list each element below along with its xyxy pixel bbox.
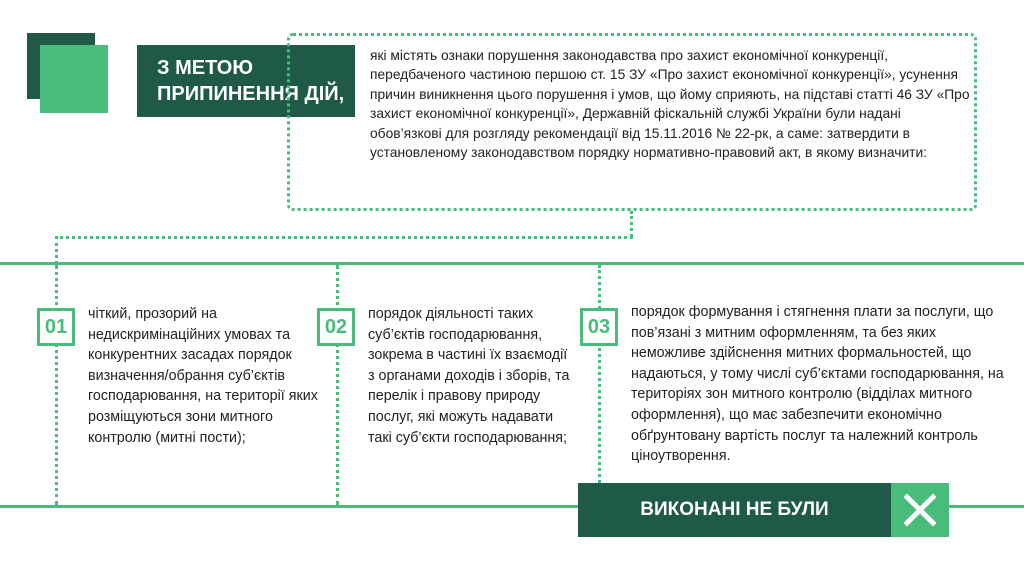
item-3-text: порядок формування і стягнення плати за послуги, що пов’язані з митним оформленням, та без яких неможливе здійснення митних формальностей, що надаються, у тому числі суб’єктами господарювання, на територіях зон митного контролю (відділах митного оформлення), що має забезпечити економічно обґрунтовану вартість послуг та належний контроль ціноутворення. bbox=[631, 304, 1004, 465]
item-2-text: порядок діяльності таких суб’єктів господарювання, зокрема в частині їх взаємодії з органами доходів і зборів, та перелік і правову природу послуг, які можуть надавати такі суб’єкти господарювання; bbox=[368, 306, 570, 446]
result-icon-box bbox=[891, 483, 949, 537]
intro-text: які містять ознаки порушення законодавства про захист економічної конкуренції, передбаченого частиною першою ст. 15 ЗУ «Про захист економічної конкуренції», усунення причин виникнення цього порушення і умов, що йому сприяють, на підставі статті 46 ЗУ «Про захист економічної конкуренції», Державній фіскальній службі України були надані обов’язкові для розгляду рекомендації від 15.11.2016 № 22-рк, а саме: затвердити в установленому законодавством порядку нормативно-правовий акт, в якому визначити: bbox=[370, 48, 970, 161]
result-banner: ВИКОНАНІ НЕ БУЛИ bbox=[578, 483, 891, 537]
item-1-text: чіткий, прозорий на недискримінаційних умовах та конкурентних засадах порядок визначення/обрання суб’єктів господарювання, на території яких розміщуються зони митного контролю (митні пости); bbox=[88, 306, 318, 446]
heading-line-2: ПРИПИНЕННЯ ДІЙ, bbox=[157, 83, 345, 105]
cross-icon bbox=[903, 493, 937, 527]
item-2-number: 02 bbox=[317, 308, 355, 346]
connector-vertical bbox=[630, 211, 633, 237]
connector-horizontal bbox=[55, 236, 633, 239]
connector-drop bbox=[55, 236, 58, 264]
heading-line-1: З МЕТОЮ bbox=[157, 57, 253, 79]
item-2-dotted-line bbox=[336, 265, 339, 505]
item-3-number: 03 bbox=[580, 308, 618, 346]
item-3-dotted-line bbox=[598, 265, 601, 483]
timeline-line-top bbox=[0, 262, 1024, 265]
item-1-dotted-line bbox=[55, 265, 58, 505]
decorative-square-light bbox=[40, 45, 108, 113]
item-1-number: 01 bbox=[37, 308, 75, 346]
